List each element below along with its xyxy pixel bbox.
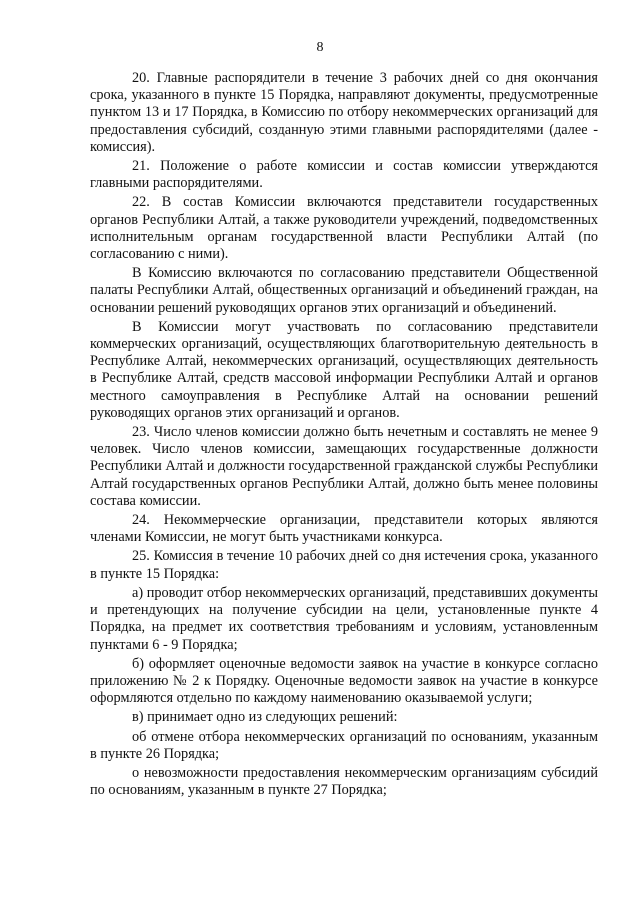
paragraph-20: 20. Главные распорядители в течение 3 рабочих дней со дня окончания срока, указанного в пункте 15 Порядка, направляют документы, предусмотренные пунктом 13 и 17 Порядка, в Комиссию по отбору некоммерческих организаций для предоставления субсидий, созданную этими главными распорядителями (далее - комиссия).: [90, 70, 598, 155]
paragraph-25-c: в) принимает одно из следующих решений:: [132, 709, 398, 726]
paragraph-22: 22. В состав Комиссии включаются представители государственных органов Республики Алтай, а также руководители учреждений, подведомственных исполнительным органам государственной власти Республики Алтай (по согласованию с ними).: [90, 194, 598, 263]
paragraph-21: 21. Положение о работе комиссии и состав комиссии утверждаются главными распорядителями.: [90, 158, 598, 192]
paragraph-25-c-impossible: о невозможности предоставления некоммерческим организациям субсидий по основаниям, указанным в пункте 27 Порядка;: [90, 764, 598, 799]
paragraph-22-public-chamber: В Комиссию включаются по согласованию представители Общественной палаты Республики Алтай, общественных организаций и объединений граждан, на основании решений руководящих органов этих организаций и объединений.: [90, 265, 598, 316]
document-body: [90, 70, 598, 801]
paragraph-24: 24. Некоммерческие организации, представители которых являются членами Комиссии, не могут быть участниками конкурса.: [90, 512, 598, 546]
paragraph-23: 23. Число членов комиссии должно быть нечетным и составлять не менее 9 человек. Число членов комиссии, замещающих государственные должности Республики Алтай и должности государственной гражданской службы Республики Алтай государственных органов Республики Алтай, должно быть менее половины состава комиссии.: [90, 424, 598, 509]
paragraph-25-a: а) проводит отбор некоммерческих организаций, представивших документы и претендующих на получение субсидии на цели, установленные пункте 4 Порядка, на предмет их соответствия требованиям и условиям, установленным пунктами 6 - 9 Порядка;: [90, 584, 598, 653]
paragraph-22-commercial: В Комиссии могут участвовать по согласованию представители коммерческих организаций, осуществляющих благотворительную деятельность в Республике Алтай, некоммерческих организаций, осуществляющих деятельность в Республике Алтай, средств массовой информации Республики Алтай и органов местного самоуправления в Республике Алтай на основании решений руководящих органов этих организаций и органов.: [90, 318, 598, 421]
paragraph-25-b: б) оформляет оценочные ведомости заявок на участие в конкурсе согласно приложению № 2 к Порядку. Оценочные ведомости заявок на участие в конкурсе оформляются отдельно по каждому наименованию оказываемой услуги;: [90, 655, 598, 707]
page-number: 8: [316, 40, 324, 55]
paragraph-25-c-cancel: об отмене отбора некоммерческих организаций по основаниям, указанным в пункте 26 Порядка;: [90, 728, 598, 762]
paragraph-25: 25. Комиссия в течение 10 рабочих дней со дня истечения срока, указанного в пункте 15 Порядка:: [90, 548, 598, 582]
